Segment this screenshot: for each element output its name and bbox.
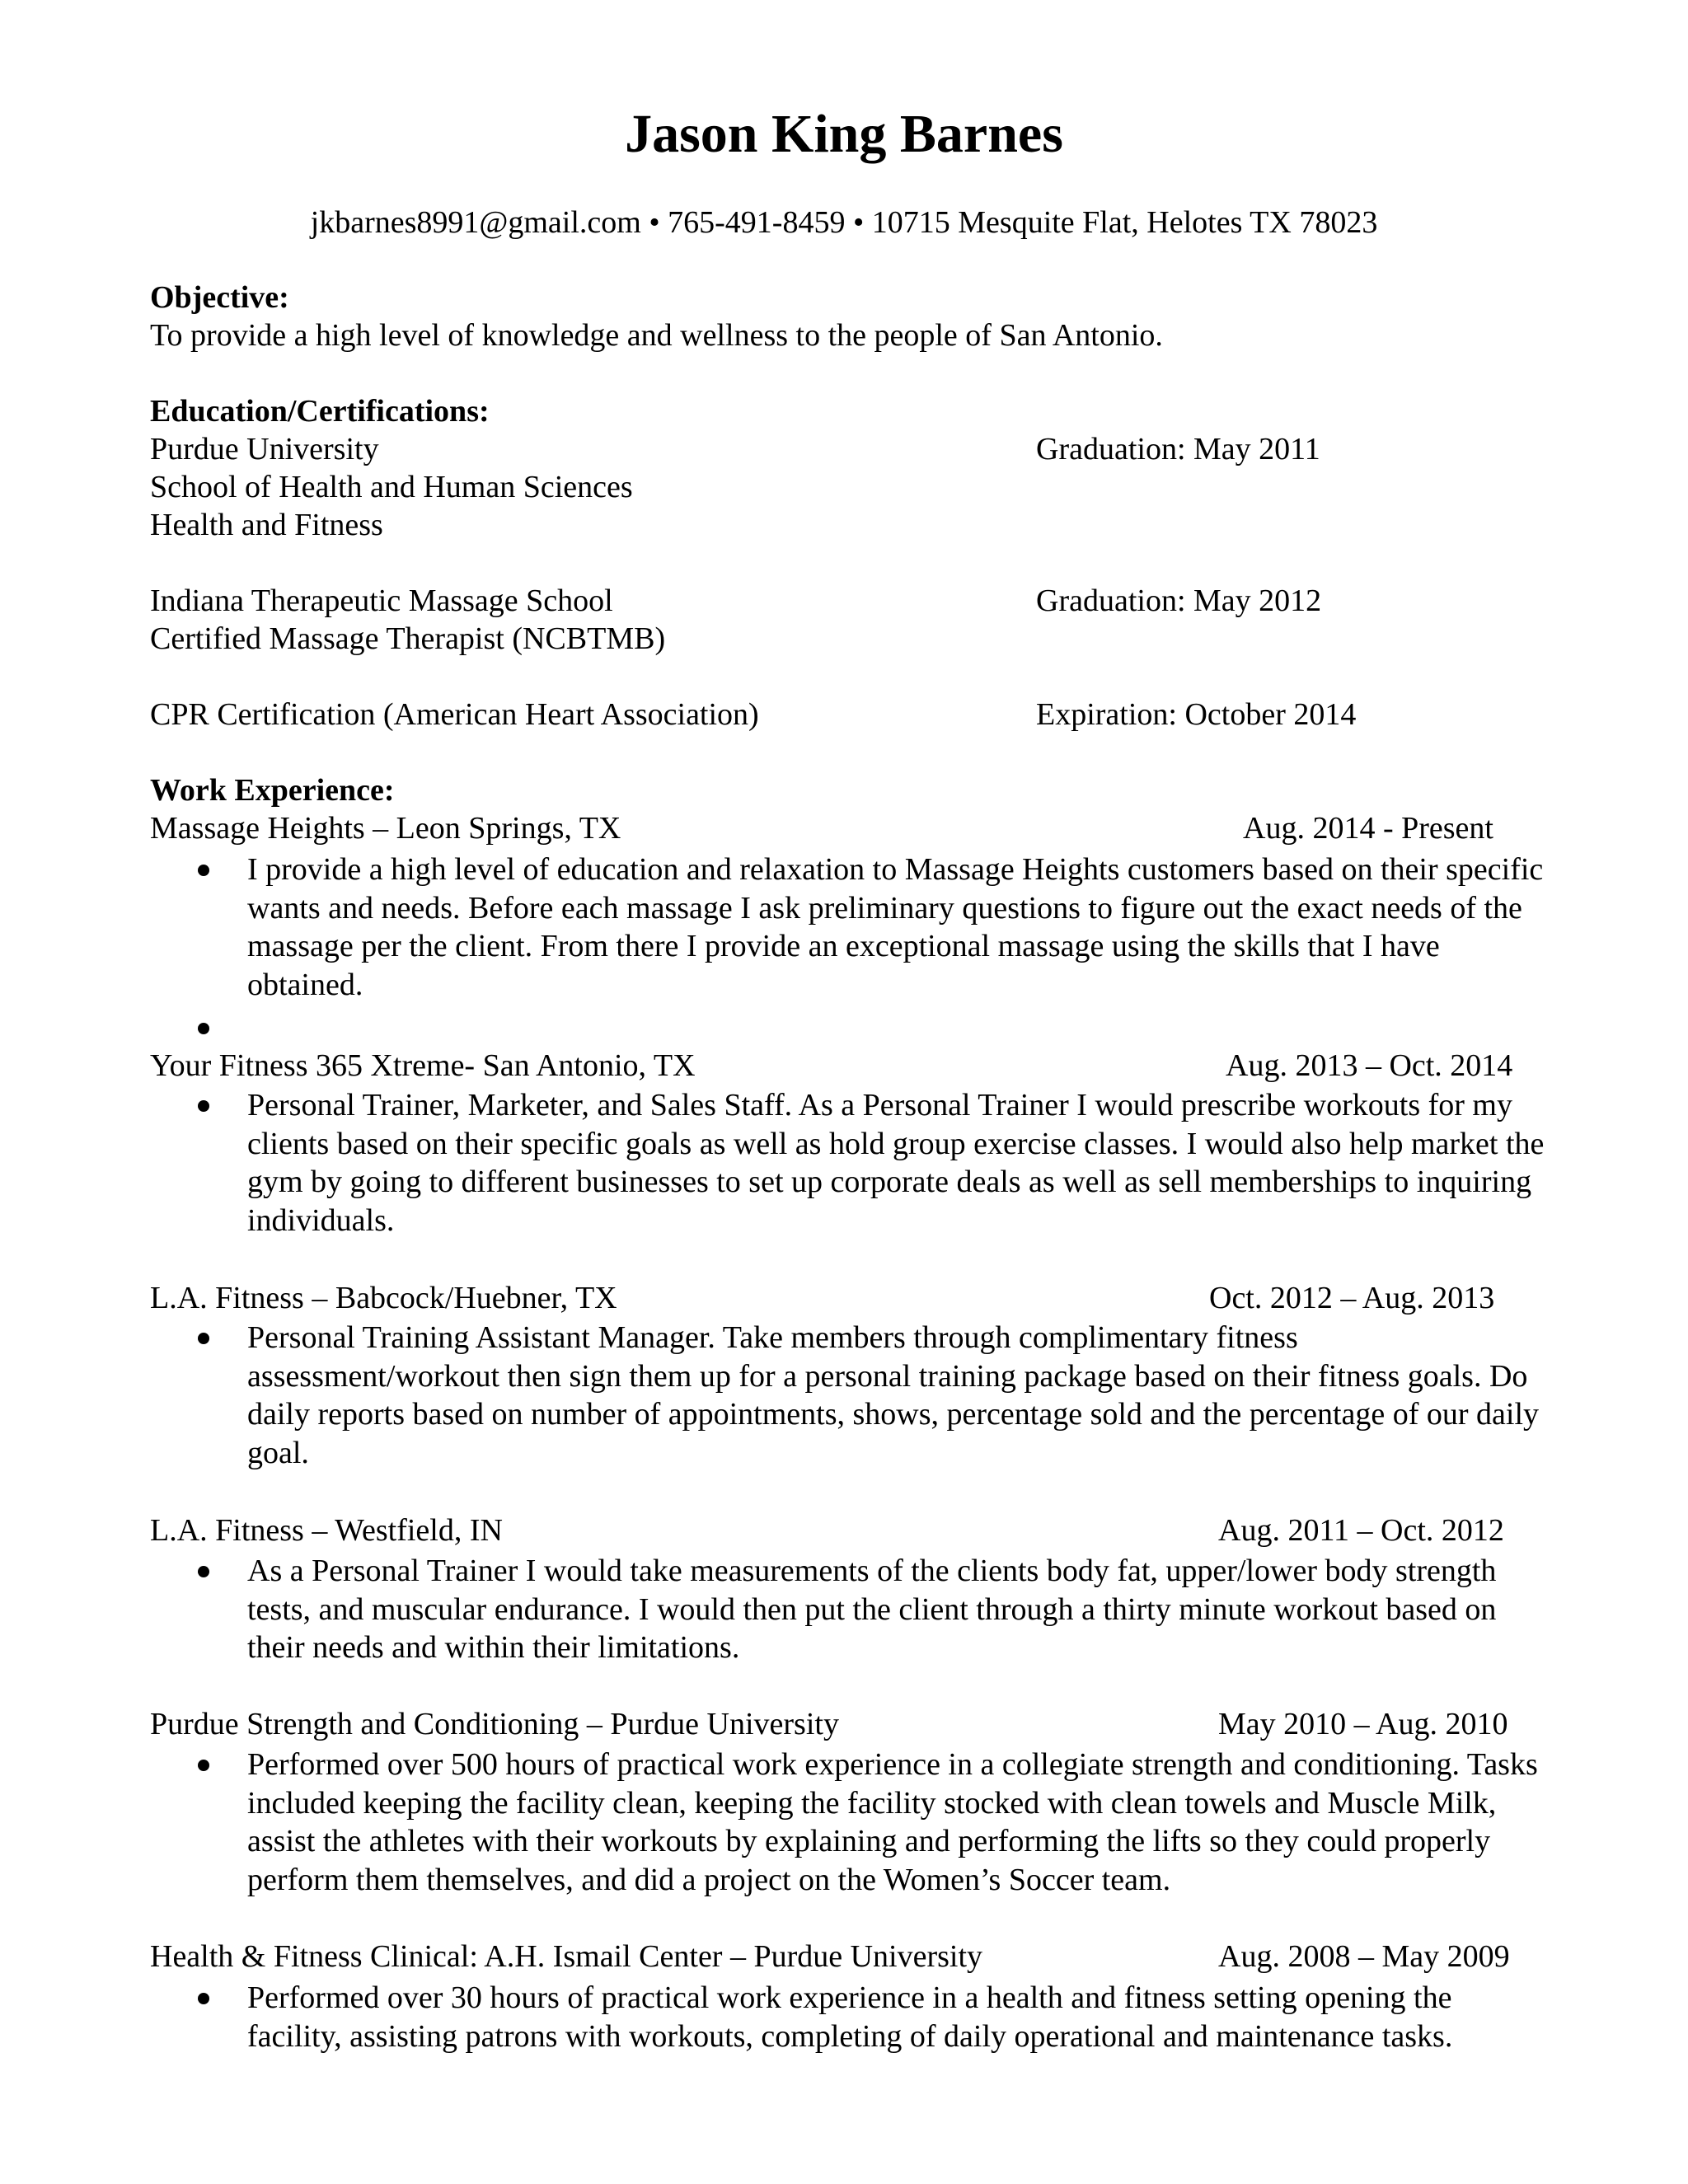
education-line: Certified Massage Therapist (NCBTMB) (150, 621, 666, 656)
job-title: Massage Heights – Leon Springs, TX (150, 811, 621, 846)
education-line: Purdue University (150, 432, 379, 466)
job-title: Your Fitness 365 Xtreme- San Antonio, TX (150, 1048, 696, 1083)
job-title: L.A. Fitness – Babcock/Huebner, TX (150, 1281, 617, 1315)
education-date: Graduation: May 2012 (1036, 583, 1322, 618)
education-line: CPR Certification (American Heart Association) (150, 697, 759, 732)
education-line: Indiana Therapeutic Massage School (150, 583, 613, 618)
job-date: Aug. 2008 – May 2009 (1218, 1939, 1510, 1974)
contact-info: jkbarnes8991@gmail.com • 765-491-8459 • 10715 Mesquite Flat, Helotes TX 78023 (310, 205, 1378, 240)
bullet-icon (198, 865, 209, 876)
job-date: Aug. 2014 - Present (1243, 811, 1493, 846)
candidate-name: Jason King Barnes (625, 104, 1063, 164)
bullet-icon (198, 1760, 209, 1771)
bullet-icon (198, 1100, 209, 1112)
job-description: I provide a high level of education and relaxation to Massage Heights customers based on their specific wants and needs. Before each massage I ask preliminary questions to figure out the exact needs of the massage per the client. From there I provide an exceptional massage using the skills that I have obtained. (247, 852, 1544, 1002)
job-description: Personal Training Assistant Manager. Take members through complimentary fitness assessment/workout then sign them up for a personal training package based on their fitness goals. Do daily reports based on number of appointments, shows, percentage sold and the percentage of our daily goal. (247, 1320, 1540, 1470)
education-heading: Education/Certifications: (150, 394, 490, 429)
job-description: As a Personal Trainer I would take measurements of the clients body fat, upper/lower body strength tests, and muscular endurance. I would then put the client through a thirty minute workout based on their needs and within their limitations. (247, 1554, 1497, 1665)
job-title: L.A. Fitness – Westfield, IN (150, 1513, 503, 1548)
objective-heading: Objective: (150, 280, 289, 315)
bullet-icon (198, 1333, 209, 1344)
bullet-icon (198, 1023, 209, 1034)
education-date: Graduation: May 2011 (1036, 432, 1320, 466)
job-description: Performed over 30 hours of practical work experience in a health and fitness setting opening the facility, assisting patrons with workouts, completing of daily operational and maintenance tasks. (247, 1980, 1453, 2054)
bullet-icon (198, 1566, 209, 1577)
objective-text: To provide a high level of knowledge and wellness to the people of San Antonio. (150, 318, 1163, 353)
job-title: Health & Fitness Clinical: A.H. Ismail Center – Purdue University (150, 1939, 983, 1974)
education-line: Health and Fitness (150, 508, 383, 542)
job-date: Aug. 2013 – Oct. 2014 (1226, 1048, 1513, 1083)
education-date: Expiration: October 2014 (1036, 697, 1357, 732)
job-title: Purdue Strength and Conditioning – Purdue University (150, 1707, 839, 1741)
job-description: Performed over 500 hours of practical work experience in a collegiate strength and conditioning. Tasks included keeping the facility clean, keeping the facility stocked with clean towels and Muscle Milk, assist the athletes with their workouts by explaining and performing the lifts so they could properly perform them themselves, and did a project on the Women’s Soccer team. (247, 1747, 1538, 1897)
job-date: Aug. 2011 – Oct. 2012 (1218, 1513, 1504, 1548)
job-description: Personal Trainer, Marketer, and Sales Staff. As a Personal Trainer I would prescribe workouts for my clients based on their specific goals as well as hold group exercise classes. I would also help market the gym by going to different businesses to set up corporate deals as well as sell memberships to inquiring individuals. (247, 1088, 1545, 1238)
job-date: Oct. 2012 – Aug. 2013 (1209, 1281, 1495, 1315)
job-date: May 2010 – Aug. 2010 (1218, 1707, 1508, 1741)
work-heading: Work Experience: (150, 773, 395, 808)
education-line: School of Health and Human Sciences (150, 470, 633, 504)
bullet-icon (198, 1993, 209, 2004)
